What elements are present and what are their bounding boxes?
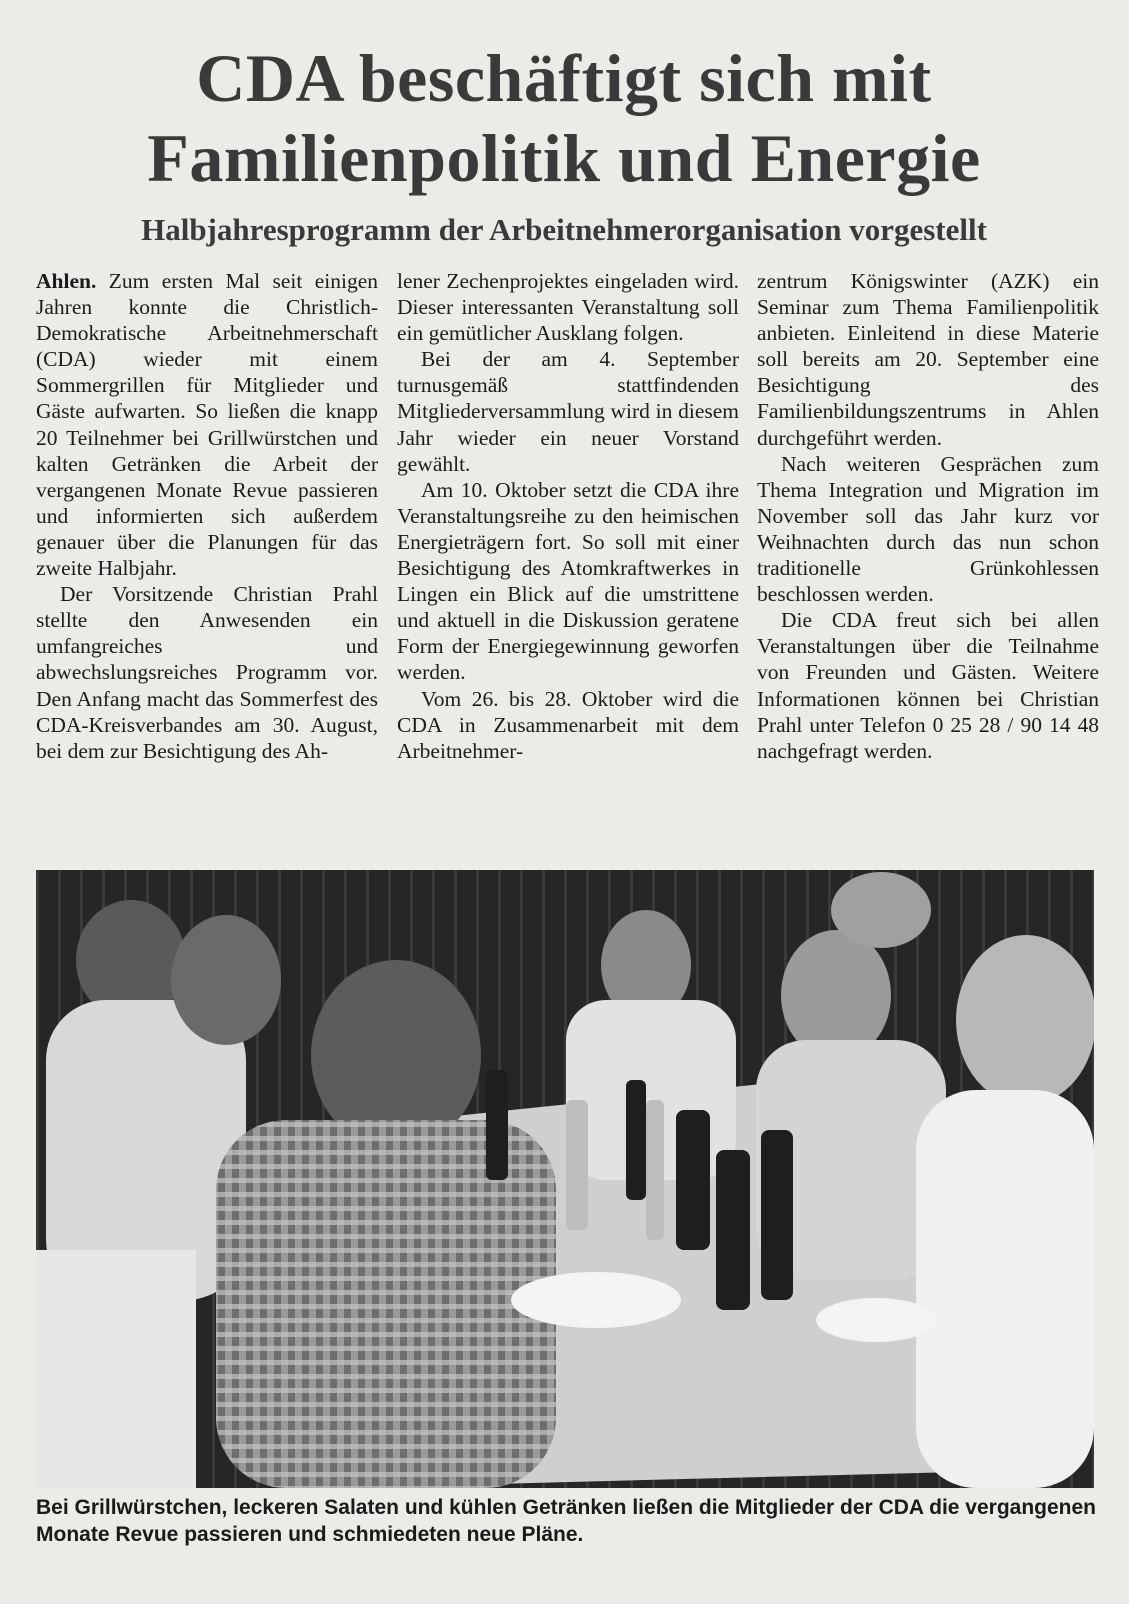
paragraph: Vom 26. bis 28. Oktober wird die CDA in Zusammenarbeit mit dem Arbeitnehmer- <box>397 686 739 763</box>
dateline: Ahlen. <box>36 269 97 293</box>
paragraph <box>36 268 378 581</box>
article-column-3 <box>757 268 1099 764</box>
photo-caption: Bei Grillwürstchen, leckeren Salaten und kühlen Getränken ließen die Mitglieder der CDA die vergangenen Monate Revue passieren und schmiedeten neue Pläne. <box>36 1496 1096 1546</box>
paragraph: zentrum Königswinter (AZK) ein Seminar zum Thema Familienpolitik anbieten. Einleitend in diese Materie soll bereits am 20. September eine Besichtigung des Familienbildungszentrums in Ahlen durchgeführt werden. <box>757 269 1099 450</box>
paragraph: lener Zechenprojektes eingeladen wird. Dieser interessanten Veranstaltung soll ein gemütlicher Ausklang folgen. <box>397 269 739 346</box>
headline <box>28 38 1100 198</box>
subheadline: Halbjahresprogramm der Arbeitnehmerorganisation vorgestellt <box>141 212 987 247</box>
headline-line-1: CDA beschäftigt sich mit <box>196 40 932 116</box>
article-column-2 <box>397 268 739 764</box>
paragraph: Bei der am 4. September turnusgemäß stattfindenden Mitgliederversammlung wird in diesem Jahr wieder ein neuer Vorstand gewählt. <box>397 347 739 476</box>
article-photo <box>36 870 1094 1488</box>
paragraph: Die CDA freut sich bei allen Veranstaltungen über die Teilnahme von Freunden und Gästen. Weitere Informationen können bei Christian Prahl unter Telefon 0 25 28 / 90 14 48 nachgefragt werden. <box>757 608 1099 763</box>
paragraph: Nach weiteren Gesprächen zum Thema Integration und Migration im November soll das Jahr kurz vor Weihnachten durch das nun schon traditionelle Grünkohlessen beschlossen werden. <box>757 451 1099 607</box>
paragraph-text: Zum ersten Mal seit einigen Jahren konnte die Christlich-Demokratische Arbeitnehmerschaft (CDA) wieder mit einem Sommergrillen für Mitglieder und Gäste aufwarten. So ließen die knapp 20 Teilnehmer bei Grillwürstchen und kalten Getränken die Arbeit der vergangenen Monate Revue passieren und informierten sich außerdem genauer über die Planungen für das zweite Halbjahr. <box>36 269 378 581</box>
photo-illustration <box>36 870 1094 1488</box>
headline-line-2: Familienpolitik und Energie <box>147 120 981 197</box>
article-column-1 <box>36 268 378 764</box>
paragraph: Der Vorsitzende Christian Prahl stellte den Anwesenden ein umfangreiches und abwechslungsreiches Programm vor. Den Anfang macht das Sommerfest des CDA-Kreisverbandes am 30. August, bei dem zur Besichtigung des Ah- <box>36 582 378 763</box>
paragraph: Am 10. Oktober setzt die CDA ihre Veranstaltungsreihe zu den heimischen Energieträgern fort. So soll mit einer Besichtigung des Atomkraftwerkes in Lingen ein Blick auf die umstrittene und aktuell in die Diskussion geratene Form der Energiegewinnung geworfen werden. <box>397 477 739 685</box>
